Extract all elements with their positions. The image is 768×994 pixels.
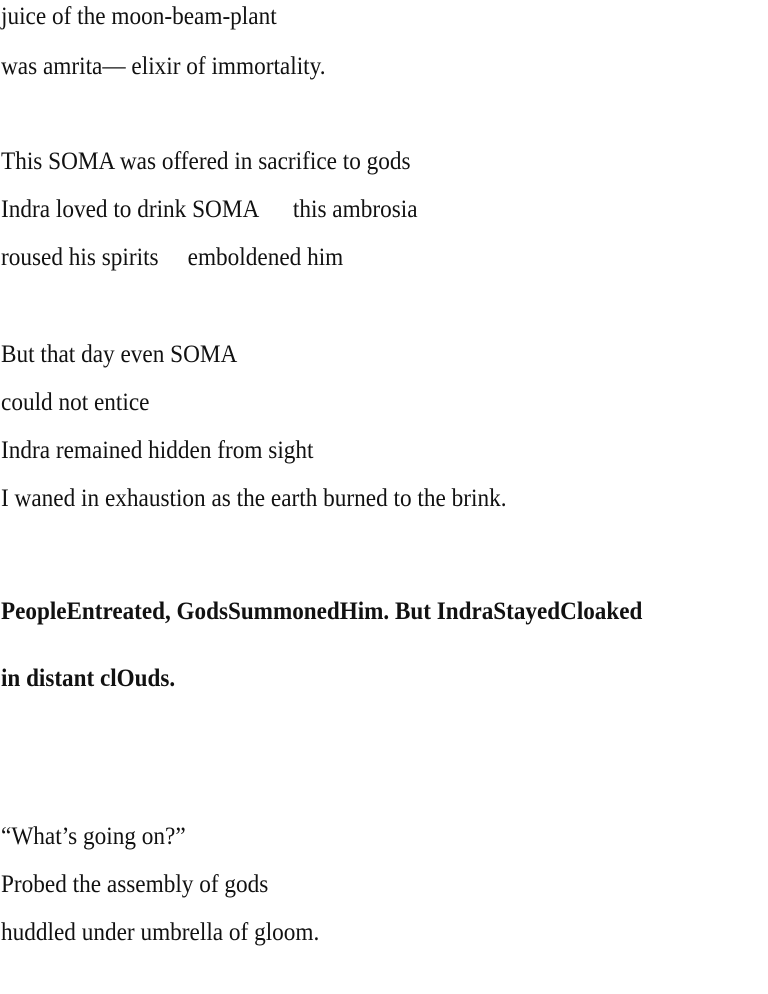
poem-line: roused his spirits emboldened him bbox=[1, 244, 344, 271]
poem-line: huddled under umbrella of gloom. bbox=[1, 919, 320, 946]
poem-line: This SOMA was offered in sacrifice to gods bbox=[1, 148, 411, 175]
poem-line: Indra remained hidden from sight bbox=[1, 437, 314, 464]
poem-line: was amrita— elixir of immortality. bbox=[1, 53, 326, 80]
poem-line: could not entice bbox=[1, 389, 150, 416]
poem-line: “What’s going on?” bbox=[1, 823, 186, 850]
section-heading: in distant clOuds. bbox=[1, 665, 176, 692]
poem-line: juice of the moon-beam-plant bbox=[1, 3, 277, 30]
poem-line: Indra loved to drink SOMA this ambrosia bbox=[1, 196, 418, 223]
poem-line: I waned in exhaustion as the earth burned to the brink. bbox=[1, 485, 507, 512]
poem-line: Probed the assembly of gods bbox=[1, 871, 269, 898]
poem-line: But that day even SOMA bbox=[1, 341, 238, 368]
section-heading: PeopleEntreated, GodsSummonedHim. But IndraStayedCloaked bbox=[1, 598, 643, 625]
